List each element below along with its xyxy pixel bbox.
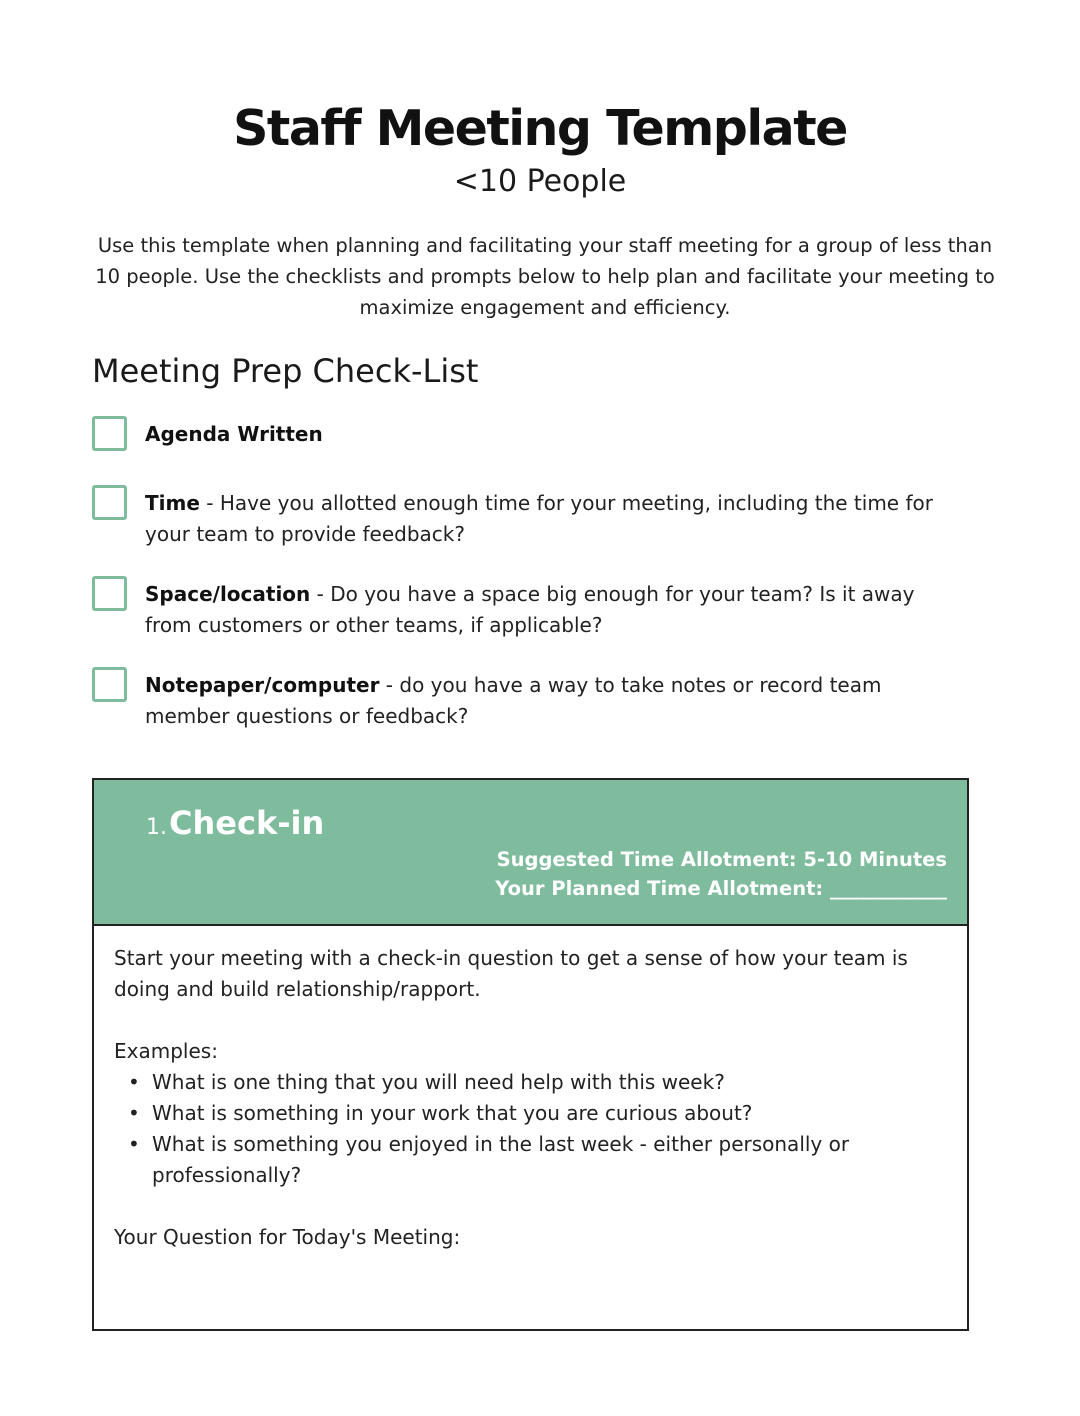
question-prompt[interactable]: Your Question for Today's Meeting:: [114, 1225, 461, 1249]
checkbox[interactable]: [92, 667, 127, 702]
checkbox[interactable]: [92, 416, 127, 451]
list-item: [128, 1129, 892, 1191]
checklist-item-description: - Do you have a space big enough for your team? Is it away from customers or other teams, if applicable?: [145, 582, 915, 637]
bullet-icon: •: [128, 1101, 140, 1125]
bullet-icon: •: [128, 1132, 140, 1156]
example-text: What is one thing that you will need help with this week?: [152, 1070, 725, 1094]
bullet-icon: •: [128, 1070, 140, 1094]
checklist-item-description: - Have you allotted enough time for your meeting, including the time for your team to provide feedback?: [145, 491, 933, 546]
checkbox[interactable]: [92, 576, 127, 611]
list-item: [128, 1098, 944, 1129]
section-header: [94, 780, 967, 926]
intro-paragraph: Use this template when planning and facilitating your staff meeting for a group of less than 10 people. Use the checklists and prompts below to help plan and facilitate your meeting to maximize engagement and efficiency.: [95, 234, 995, 319]
checklist-heading: Meeting Prep Check-List: [92, 352, 479, 390]
section-number: 1.: [146, 815, 167, 840]
examples-list: [114, 1067, 944, 1191]
section-title-text: Check-in: [169, 804, 325, 842]
checklist-item-label: Time: [145, 491, 200, 515]
checklist-item-text: [145, 670, 965, 732]
section-title: [146, 804, 324, 842]
checklist-item-text: [145, 488, 965, 550]
checkbox[interactable]: [92, 485, 127, 520]
checklist-item-label: Notepaper/computer: [145, 673, 380, 697]
examples-label: Examples:: [114, 1039, 218, 1063]
checklist-item-label: Agenda Written: [145, 422, 323, 446]
page-subtitle: <10 People: [453, 164, 627, 199]
section-body: [114, 943, 944, 1253]
checklist-item-text: [145, 579, 965, 641]
suggested-time: Suggested Time Allotment: 5-10 Minutes: [496, 848, 947, 871]
section-description: Start your meeting with a check-in question to get a sense of how your team is doing and build relationship/rapport.: [114, 946, 908, 1001]
list-item: [128, 1067, 944, 1098]
example-text: What is something you enjoyed in the last week - either personally or professionally?: [152, 1132, 850, 1187]
checklist-item-label: Space/location: [145, 582, 311, 606]
checklist-item-text: [145, 419, 965, 450]
check-in-section: [92, 778, 969, 1331]
page-title: Staff Meeting Template: [233, 100, 847, 157]
example-text: What is something in your work that you are curious about?: [152, 1101, 753, 1125]
planned-time[interactable]: Your Planned Time Allotment: ____________: [495, 877, 947, 900]
checklist-item-description: - do you have a way to take notes or record team member questions or feedback?: [145, 673, 882, 728]
